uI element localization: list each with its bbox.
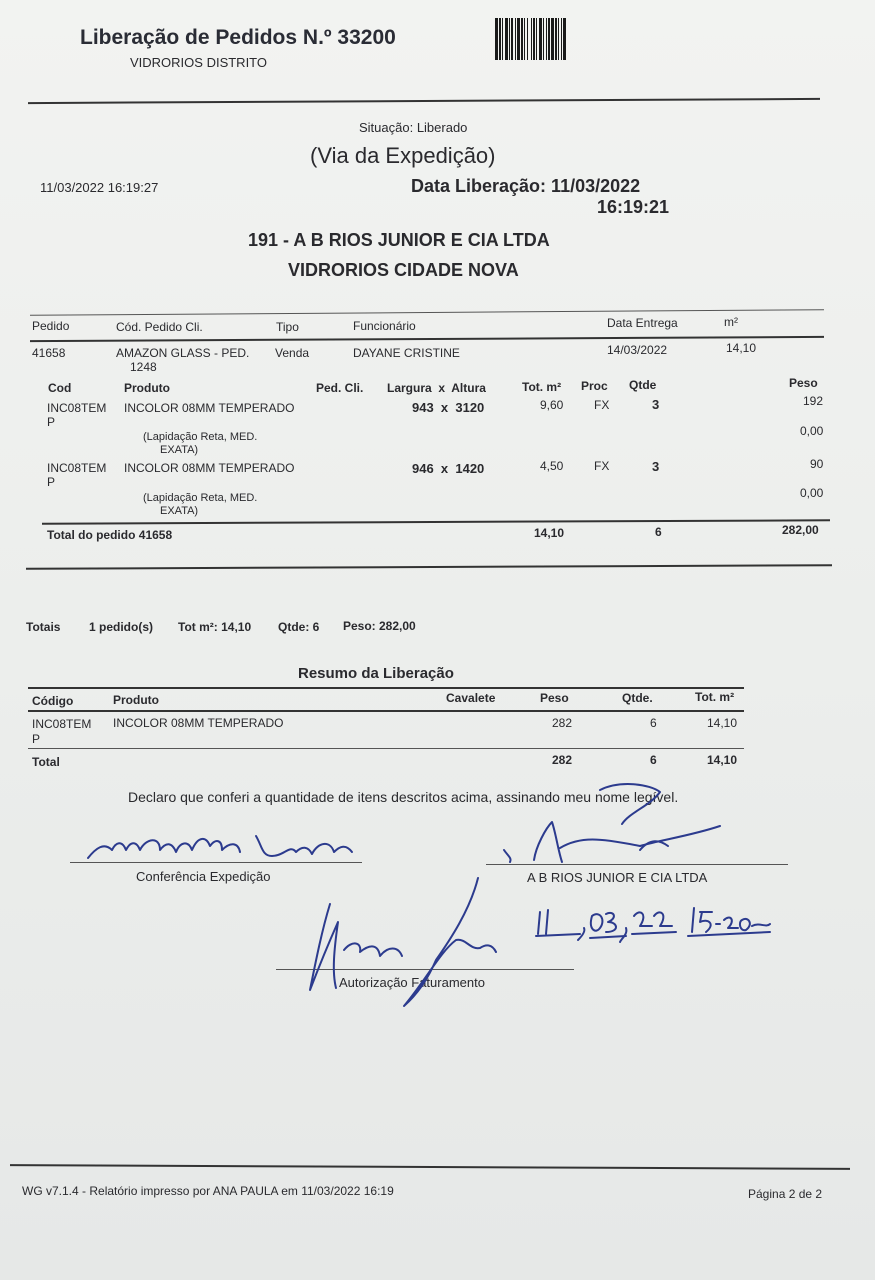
totais-peso: Peso: 282,00 <box>343 619 416 633</box>
footer-line <box>10 1164 850 1170</box>
col-proc: Proc <box>581 379 608 393</box>
totais-qtde: Qtde: 6 <box>278 620 320 634</box>
item-2-note-peso: 0,00 <box>800 486 824 500</box>
barcode <box>495 18 633 60</box>
item-1-tot-m2: 9,60 <box>540 398 564 412</box>
item-2-tot-m2: 4,50 <box>540 459 564 473</box>
resumo-row-qtde: 6 <box>650 716 657 730</box>
order-cod-pedido-cli: AMAZON GLASS - PED. <box>116 346 250 360</box>
item-1-qtde: 3 <box>652 397 660 412</box>
order-tipo: Venda <box>275 346 310 360</box>
item-1-cod-cont: P <box>47 415 56 429</box>
autorizacao-sign-line <box>276 969 574 970</box>
item-2-produto: INCOLOR 08MM TEMPERADO <box>124 461 295 475</box>
resumo-col-qtde: Qtde. <box>622 691 653 705</box>
conferencia-label: Conferência Expedição <box>136 869 271 884</box>
total-pedido-qtde: 6 <box>655 525 662 539</box>
data-liberacao: Data Liberação: 11/03/2022 <box>411 176 641 196</box>
barcode-bar <box>563 18 566 60</box>
col-peso: Peso <box>789 376 818 390</box>
order-section-end-line <box>26 564 832 570</box>
document-title: Liberação de Pedidos N.º 33200 <box>80 26 396 49</box>
totais-label: Totais <box>26 620 61 634</box>
item-2-cod: INC08TEM <box>47 461 107 475</box>
col-tot-m2: Tot. m² <box>522 380 562 394</box>
resumo-col-tot-m2: Tot. m² <box>695 690 735 704</box>
resumo-header-line <box>28 710 744 712</box>
resumo-row-peso: 282 <box>552 716 573 730</box>
situacao-status: Situação: Liberado <box>359 120 468 135</box>
order-table-header-line <box>30 336 824 342</box>
items-total-line <box>42 519 830 524</box>
item-2-peso: 90 <box>810 457 824 471</box>
resumo-total-label: Total <box>32 755 60 769</box>
resumo-total-peso: 282 <box>552 753 573 767</box>
totais-m2: Tot m²: 14,10 <box>178 620 252 634</box>
order-data-entrega: 14/03/2022 <box>607 343 668 357</box>
autorizacao-label: Autorização Faturamento <box>339 975 485 990</box>
declaration-text: Declaro que conferi a quantidade de itens descritos acima, assinando meu nome legível. <box>128 789 679 805</box>
header-divider <box>28 98 820 104</box>
item-1-peso: 192 <box>803 394 824 408</box>
resumo-col-codigo: Código <box>32 694 74 708</box>
conferencia-signature <box>88 836 352 858</box>
col-largura-altura: Largura x Altura <box>387 381 486 395</box>
resumo-total-qtde: 6 <box>650 753 657 767</box>
company-name: VIDRORIOS DISTRITO <box>130 55 267 70</box>
item-2-qtde: 3 <box>652 459 660 474</box>
conferencia-sign-line <box>70 862 362 863</box>
cliente-label: A B RIOS JUNIOR E CIA LTDA <box>527 870 708 885</box>
resumo-title: Resumo da Liberação <box>298 665 454 682</box>
total-pedido-m2: 14,10 <box>534 526 565 540</box>
resumo-row-produto: INCOLOR 08MM TEMPERADO <box>113 716 284 730</box>
item-2-cod-cont: P <box>47 475 56 489</box>
via-label: (Via da Expedição) <box>310 143 496 168</box>
total-pedido-peso: 282,00 <box>782 523 819 537</box>
order-m2: 14,10 <box>726 341 757 355</box>
resumo-row-codigo: INC08TEM <box>32 717 92 731</box>
item-1-produto: INCOLOR 08MM TEMPERADO <box>124 401 295 415</box>
col-funcionario: Funcionário <box>353 319 416 333</box>
col-cod: Cod <box>48 381 72 395</box>
resumo-row-codigo-cont: P <box>32 732 41 746</box>
item-2-proc: FX <box>594 459 610 473</box>
item-2-dims: 946 x 1420 <box>412 461 485 476</box>
resumo-col-produto: Produto <box>113 693 159 707</box>
col-cod-pedido-cli: Cód. Pedido Cli. <box>116 320 203 334</box>
resumo-total-line <box>28 748 744 749</box>
order-table-top-line <box>30 309 824 316</box>
item-1-note: (Lapidação Reta, MED. <box>143 431 258 443</box>
resumo-top-line <box>28 687 744 689</box>
print-datetime: 11/03/2022 16:19:27 <box>40 180 159 195</box>
col-tipo: Tipo <box>276 320 299 334</box>
col-m2: m² <box>724 315 738 329</box>
client-name: 191 - A B RIOS JUNIOR E CIA LTDA <box>248 230 550 250</box>
item-2-note-cont: EXATA) <box>160 505 199 517</box>
order-cod-pedido-cli-cont: 1248 <box>130 360 157 374</box>
item-1-proc: FX <box>594 398 610 412</box>
col-produto: Produto <box>124 381 170 395</box>
resumo-total-tot-m2: 14,10 <box>707 753 738 767</box>
resumo-col-cavalete: Cavalete <box>446 691 496 705</box>
item-2-note: (Lapidação Reta, MED. <box>143 492 258 504</box>
item-1-note-cont: EXATA) <box>160 444 199 456</box>
data-liberacao-time: 16:19:21 <box>597 197 670 217</box>
col-data-entrega: Data Entrega <box>607 316 678 330</box>
totais-pedidos: 1 pedido(s) <box>89 620 154 634</box>
client-store: VIDRORIOS CIDADE NOVA <box>288 260 519 280</box>
cliente-sign-line <box>486 864 788 865</box>
resumo-row-tot-m2: 14,10 <box>707 716 738 730</box>
col-ped-cli: Ped. Cli. <box>316 381 364 395</box>
footer-printed-by: WG v7.1.4 - Relatório impresso por ANA PAULA em 11/03/2022 16:19 <box>22 1184 394 1198</box>
col-qtde: Qtde <box>629 378 657 392</box>
footer-page-number: Página 2 de 2 <box>748 1187 823 1201</box>
handwritten-date <box>536 908 770 942</box>
item-1-cod: INC08TEM <box>47 401 107 415</box>
col-pedido: Pedido <box>32 319 70 333</box>
order-funcionario: DAYANE CRISTINE <box>353 346 460 360</box>
resumo-col-peso: Peso <box>540 691 569 705</box>
order-pedido: 41658 <box>32 346 66 360</box>
item-1-note-peso: 0,00 <box>800 424 824 438</box>
item-1-dims: 943 x 3120 <box>412 400 485 415</box>
total-pedido-label: Total do pedido 41658 <box>47 528 173 542</box>
